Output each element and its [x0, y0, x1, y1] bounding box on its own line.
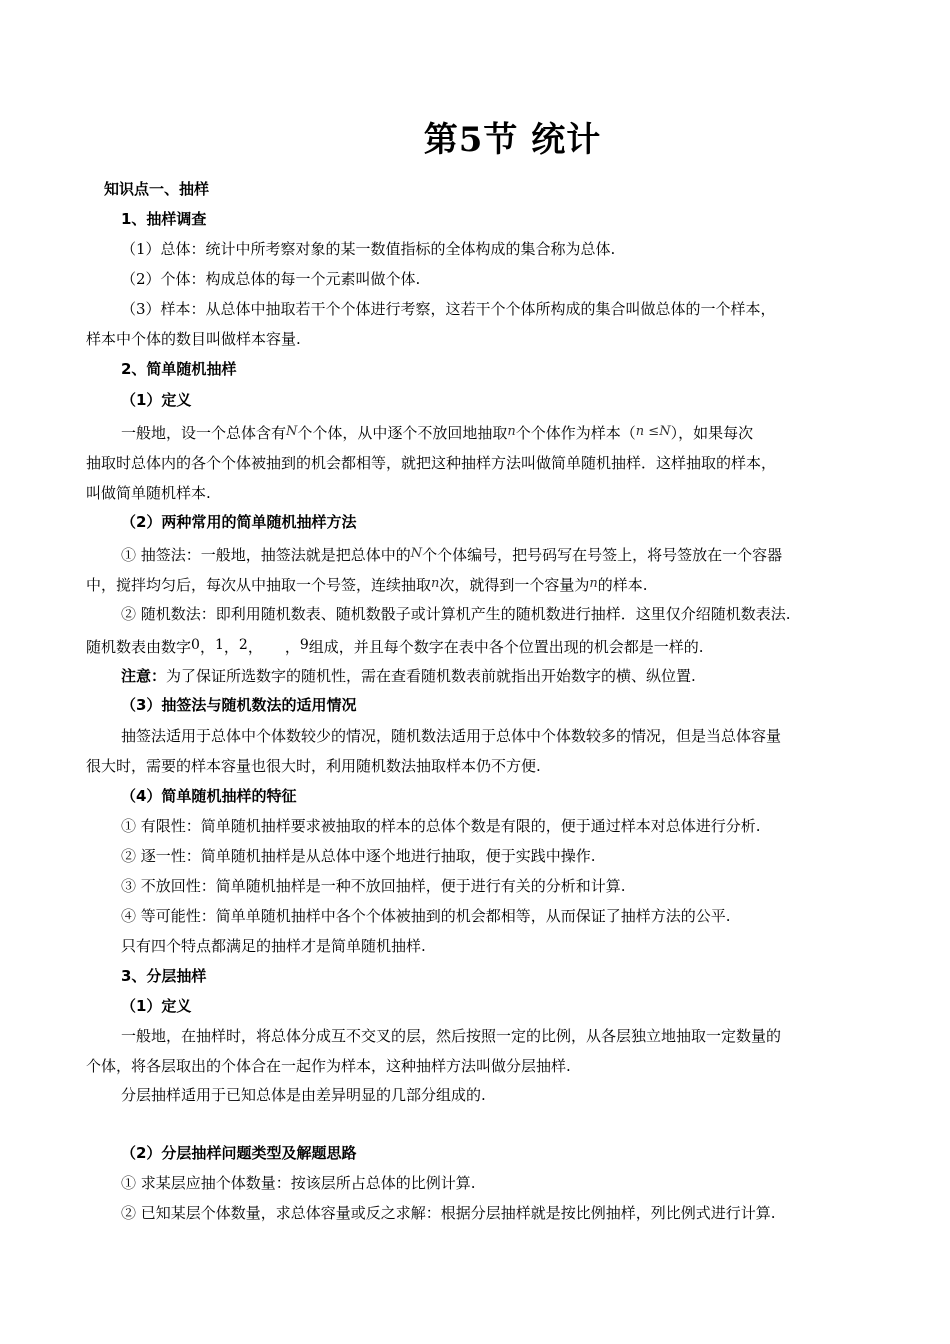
list-item: ② 逐一性：简单随机抽样是从总体中逐个地进行抽取，便于实践中操作. — [121, 847, 596, 865]
note-label: 注意： — [121, 667, 167, 685]
math-symbol: n — [431, 576, 440, 591]
paragraph-line: 叫做简单随机样本. — [86, 484, 211, 502]
list-item: ② 已知某层个体数量，求总体容量或反之求解：根据分层抽样就是按比例抽样，列比例式进行计算. — [121, 1204, 776, 1222]
paragraph-line: 一般地，在抽样时，将总体分成互不交叉的层，然后按照一定的比例，从各层独立地抽取一定数量的 — [121, 1027, 782, 1045]
paragraph-line: 一般地，设一个总体含有N个个体，从中逐个不放回地抽取n个个体作为样本（n ≤N），如果每次 — [121, 424, 754, 442]
list-item: ④ 等可能性：简单单随机抽样中各个个体被抽到的机会都相等，从而保证了抽样方法的公平. — [121, 907, 731, 925]
paragraph-line: 抽取时总体内的各个个体被抽到的机会都相等，就把这种抽样方法叫做简单随机抽样．这样抽取的样本， — [86, 454, 777, 472]
item-heading: （2）分层抽样问题类型及解题思路 — [121, 1144, 357, 1162]
math-digit: 0 — [191, 637, 200, 653]
list-item: ① 有限性：简单随机抽样要求被抽取的样本的总体个数是有限的，便于通过样本对总体进行分析. — [121, 817, 761, 835]
page-title: 第5节 统计 — [423, 120, 602, 160]
list-item: ① 求某层应抽个体数量：按该层所占总体的比例计算. — [121, 1174, 476, 1192]
paragraph-line: ① 抽签法：一般地，抽签法就是把总体中的N个个体编号，把号码写在号签上，将号签放在一个容器 — [121, 546, 783, 564]
math-digit: 2 — [238, 637, 248, 653]
item-heading: （4）简单随机抽样的特征 — [121, 787, 297, 805]
item-heading: （3）抽签法与随机数法的适用情况 — [121, 696, 357, 714]
math-symbol: N — [410, 546, 423, 561]
paragraph-line: 个体，将各层取出的个体合在一起作为样本，这种抽样方法叫做分层抽样. — [86, 1057, 571, 1075]
math-expression: n ≤N — [635, 424, 671, 439]
math-digit: 1 — [214, 637, 224, 653]
paragraph-line: 只有四个特点都满足的抽样才是简单随机抽样. — [121, 937, 426, 955]
subsection-heading: 2、简单随机抽样 — [121, 360, 237, 378]
paragraph-line: 分层抽样适用于已知总体是由差异明显的几部分组成的. — [121, 1086, 486, 1104]
subsection-heading: 1、抽样调查 — [121, 210, 207, 228]
math-symbol: N — [286, 424, 298, 439]
item-heading: （1）定义 — [121, 391, 192, 409]
math-symbol: n — [507, 424, 516, 439]
paragraph-line: 随机数表由数字0，1，2， ，9组成，并且每个数字在表中各个位置出现的机会都是一样的. — [86, 637, 704, 656]
section-heading: 知识点一、抽样 — [104, 180, 210, 198]
paragraph-line: （1）总体：统计中所考察对象的某一数值指标的全体构成的集合称为总体. — [121, 240, 616, 258]
item-heading: （2）两种常用的简单随机抽样方法 — [121, 513, 357, 531]
paragraph-line: （2）个体：构成总体的每一个元素叫做个体. — [121, 270, 421, 288]
math-symbol: n — [589, 576, 598, 591]
paragraph-line: ② 随机数法：即利用随机数表、随机数骰子或计算机产生的随机数进行抽样．这里仅介绍随机数表法. — [121, 605, 791, 623]
paragraph-line: （3）样本：从总体中抽取若干个个体进行考察，这若干个个体所构成的集合叫做总体的一个样本， — [121, 300, 776, 318]
paragraph-line: 很大时，需要的样本容量也很大时，利用随机数法抽取样本仍不方便. — [86, 757, 541, 775]
paragraph-line: 中，搅拌均匀后，每次从中抽取一个号签，连续抽取n次，就得到一个容量为n的样本. — [86, 576, 648, 594]
item-heading: （1）定义 — [121, 997, 192, 1015]
list-item: ③ 不放回性：简单随机抽样是一种不放回抽样，便于进行有关的分析和计算. — [121, 877, 626, 895]
paragraph-line: 抽签法适用于总体中个体数较少的情况，随机数法适用于总体中个体数较多的情况，但是当总体容量 — [121, 727, 782, 745]
note-line: 注意：为了保证所选数字的随机性，需在查看随机数表前就指出开始数字的横、纵位置. — [121, 667, 696, 685]
subsection-heading: 3、分层抽样 — [121, 967, 207, 985]
math-digit: 9 — [299, 637, 309, 653]
paragraph-line: 样本中个体的数目叫做样本容量. — [86, 330, 301, 348]
